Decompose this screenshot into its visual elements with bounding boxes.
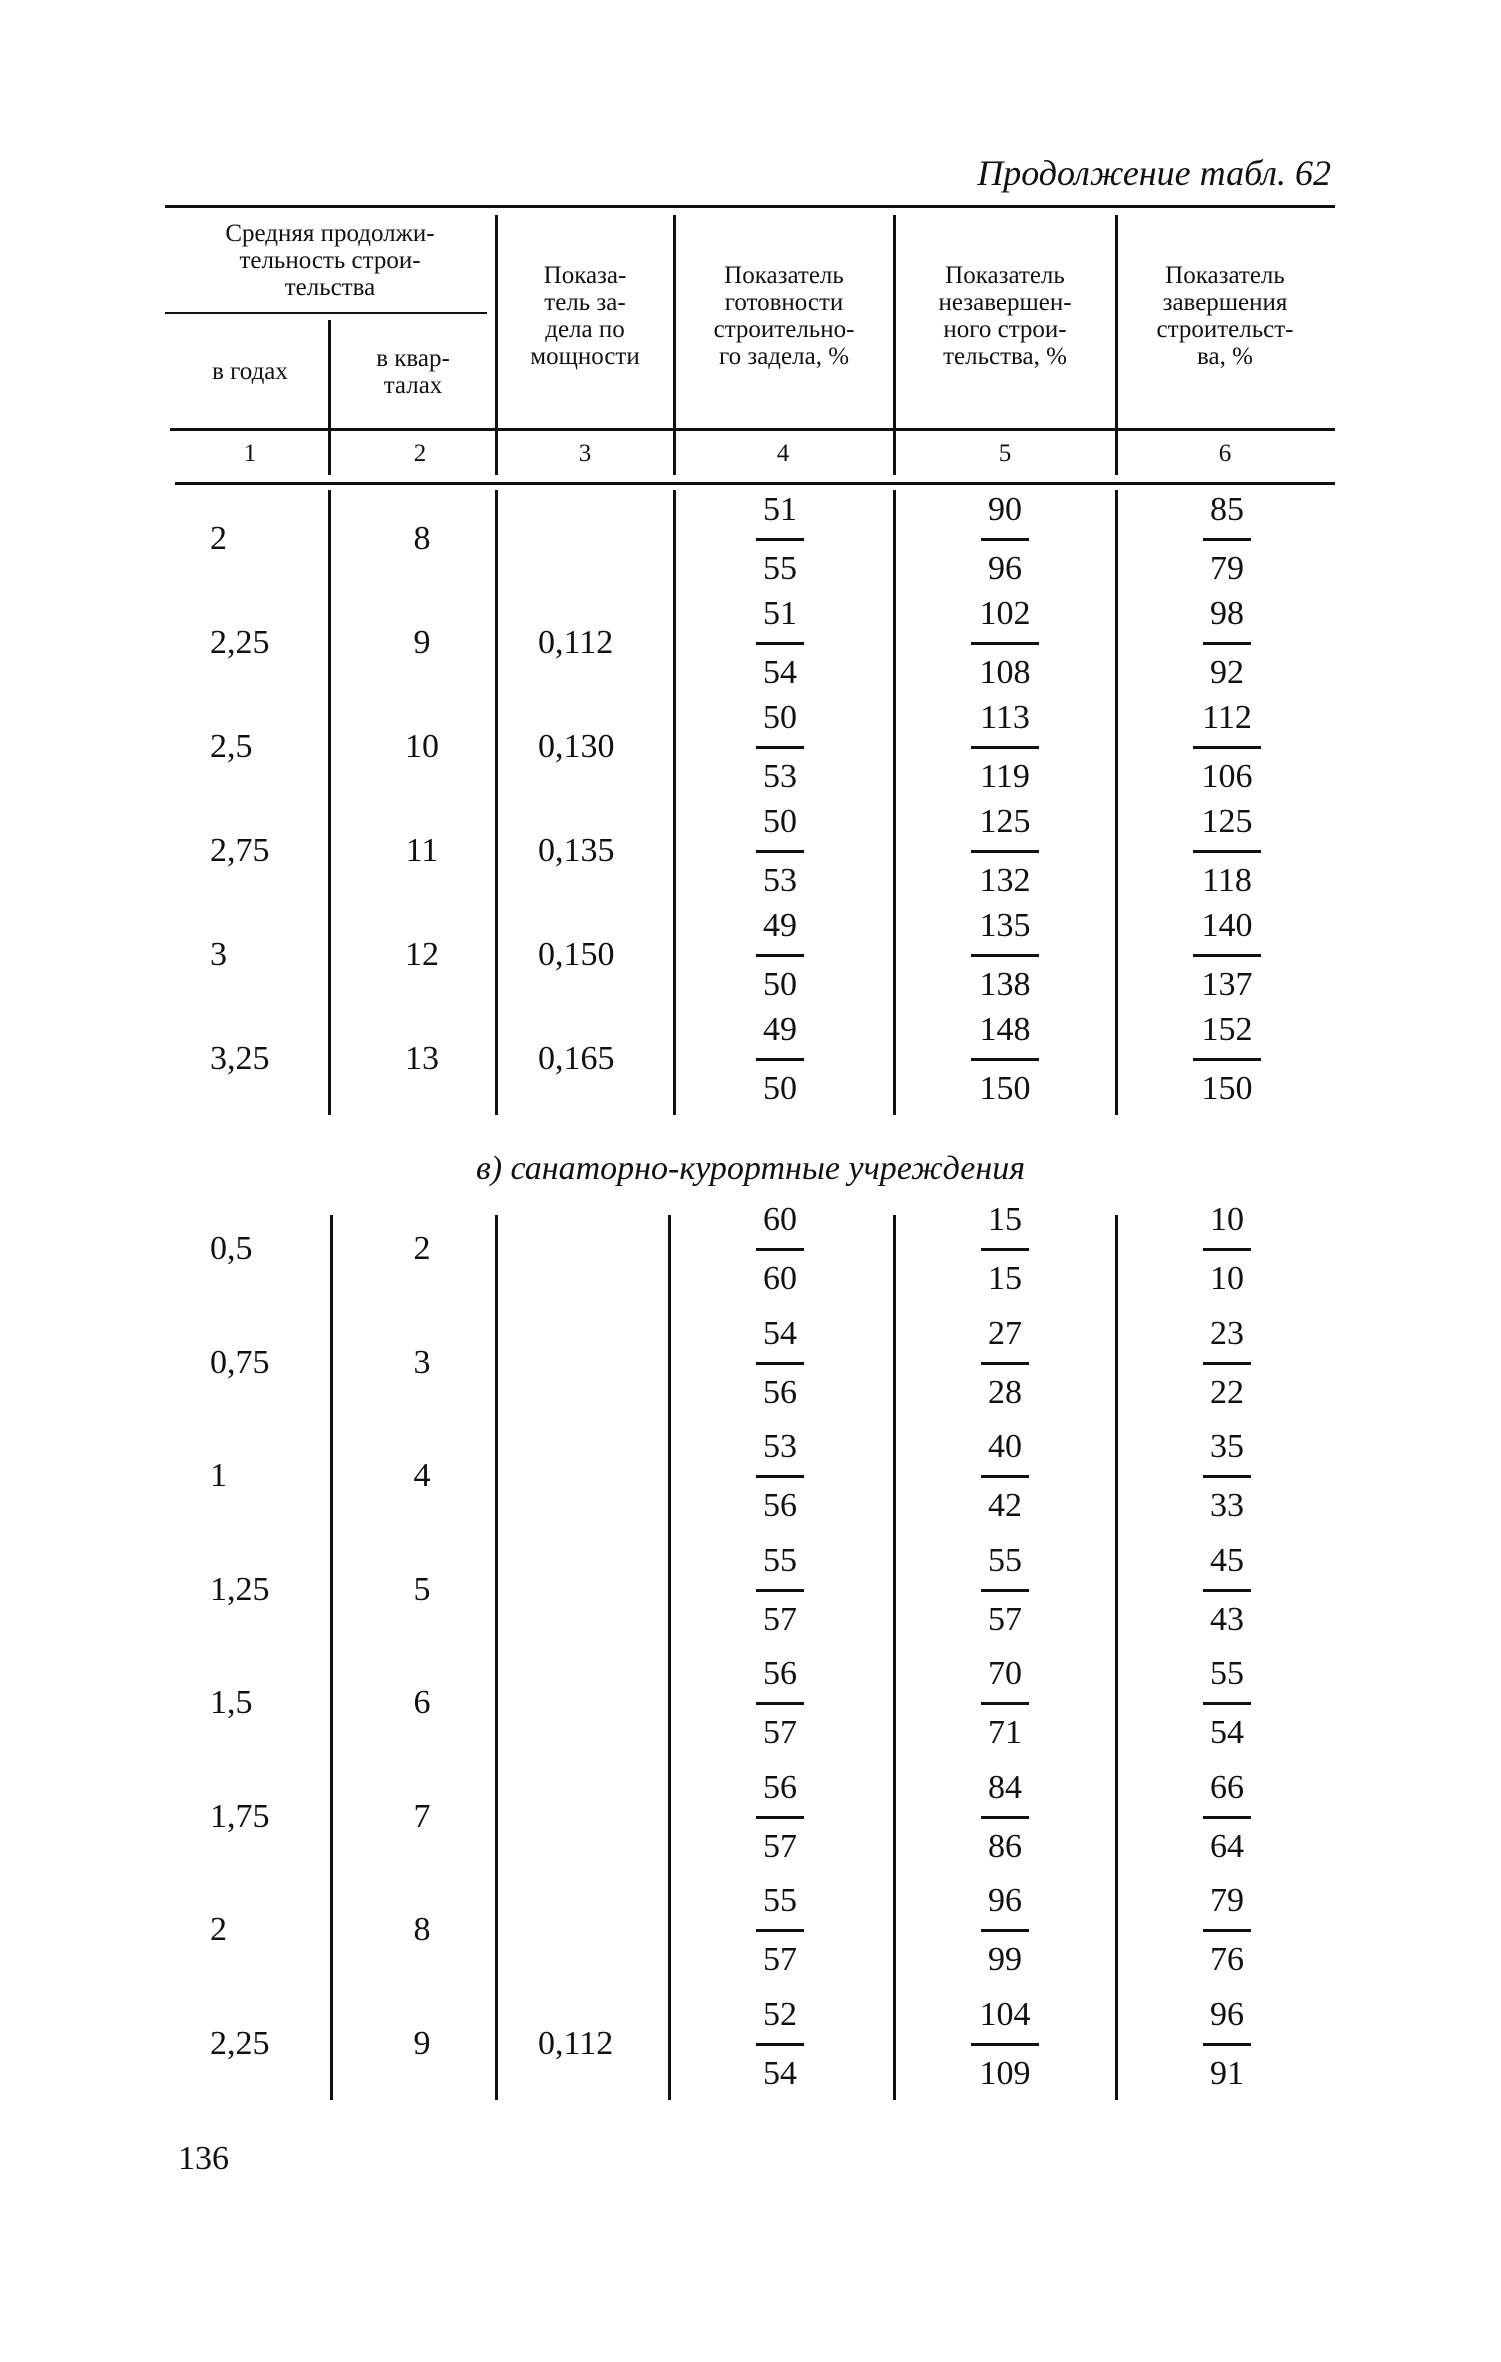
header-capacity: Показа- тель за- дела по мощности xyxy=(530,262,640,370)
fraction-unfinished xyxy=(950,1541,1060,1640)
fraction-denominator: 138 xyxy=(979,966,1031,1003)
fraction-bar xyxy=(1203,642,1251,645)
fraction-bar xyxy=(981,1816,1029,1819)
header-subrule xyxy=(165,312,487,314)
fraction-numerator: 85 xyxy=(1210,491,1244,528)
cell-quarters: 4 xyxy=(413,1457,431,1494)
fraction-denominator: 33 xyxy=(1210,1487,1244,1524)
fraction-numerator: 90 xyxy=(988,491,1022,528)
fraction-denominator: 92 xyxy=(1210,654,1244,691)
fraction-numerator: 96 xyxy=(988,1882,1022,1919)
fraction-unfinished xyxy=(950,490,1060,589)
col-number-5: 5 xyxy=(998,440,1012,467)
fraction-bar xyxy=(756,1702,804,1705)
fraction-readiness xyxy=(725,594,835,693)
fraction-numerator: 45 xyxy=(1210,1542,1244,1579)
cell-capacity: 0,165 xyxy=(538,1040,615,1077)
cell-capacity: 0,135 xyxy=(538,832,615,869)
cell-capacity: 0,112 xyxy=(538,2025,614,2062)
col-number-3: 3 xyxy=(578,440,592,467)
body-top-vline-5 xyxy=(1115,490,1118,1115)
header-readiness: Показатель готовности строительно- го задела, % xyxy=(713,262,855,370)
fraction-denominator: 64 xyxy=(1210,1828,1244,1865)
fraction-bar xyxy=(756,746,804,749)
fraction-denominator: 137 xyxy=(1201,966,1253,1003)
fraction-readiness xyxy=(725,1768,835,1867)
cell-years: 0,5 xyxy=(210,1230,253,1267)
fraction-numerator: 23 xyxy=(1210,1315,1244,1352)
fraction-numerator: 35 xyxy=(1210,1428,1244,1465)
fraction-denominator: 79 xyxy=(1210,550,1244,587)
fraction-completion xyxy=(1172,1427,1282,1526)
col-number-2: 2 xyxy=(413,440,427,467)
fraction-bar xyxy=(756,538,804,541)
fraction-readiness xyxy=(725,490,835,589)
fraction-bar xyxy=(971,1058,1039,1061)
fraction-bar xyxy=(1203,1589,1251,1592)
cell-quarters: 9 xyxy=(413,2025,431,2062)
header-years: в годах xyxy=(212,358,288,385)
body-bottom-vline-1 xyxy=(330,1215,333,2100)
header-vline-2 xyxy=(495,215,498,475)
cell-quarters: 11 xyxy=(405,832,439,869)
page-number: 136 xyxy=(178,2140,229,2177)
fraction-numerator: 125 xyxy=(979,803,1031,840)
fraction-denominator: 56 xyxy=(763,1487,797,1524)
fraction-numerator: 40 xyxy=(988,1428,1022,1465)
header-bottom-rule xyxy=(170,428,1335,431)
fraction-denominator: 119 xyxy=(980,758,1030,795)
fraction-numerator: 70 xyxy=(988,1655,1022,1692)
fraction-denominator: 132 xyxy=(979,862,1031,899)
fraction-readiness xyxy=(725,906,835,1005)
fraction-numerator: 10 xyxy=(1210,1201,1244,1238)
cell-quarters: 8 xyxy=(413,520,431,557)
fraction-denominator: 76 xyxy=(1210,1941,1244,1978)
fraction-readiness xyxy=(725,1314,835,1413)
fraction-denominator: 57 xyxy=(763,1714,797,1751)
fraction-numerator: 54 xyxy=(763,1315,797,1352)
section-title: в) санаторно-курортные учреждения xyxy=(475,1150,1026,1187)
header-vline-3 xyxy=(673,215,676,475)
fraction-bar xyxy=(1203,1816,1251,1819)
fraction-numerator: 135 xyxy=(979,907,1031,944)
fraction-completion xyxy=(1172,490,1282,589)
fraction-denominator: 50 xyxy=(763,1070,797,1107)
cell-quarters: 12 xyxy=(405,936,439,973)
fraction-numerator: 55 xyxy=(763,1542,797,1579)
fraction-bar xyxy=(981,1589,1029,1592)
fraction-denominator: 86 xyxy=(988,1828,1022,1865)
fraction-denominator: 108 xyxy=(979,654,1031,691)
fraction-unfinished xyxy=(950,802,1060,901)
fraction-readiness xyxy=(725,802,835,901)
fraction-bar xyxy=(756,1589,804,1592)
fraction-bar xyxy=(756,1816,804,1819)
fraction-denominator: 56 xyxy=(763,1374,797,1411)
fraction-denominator: 54 xyxy=(1210,1714,1244,1751)
fraction-bar xyxy=(971,954,1039,957)
header-completion: Показатель завершения строительст- ва, % xyxy=(1156,262,1294,370)
fraction-unfinished xyxy=(950,906,1060,1005)
fraction-bar xyxy=(1203,1248,1251,1251)
fraction-denominator: 28 xyxy=(988,1374,1022,1411)
fraction-bar xyxy=(971,642,1039,645)
fraction-denominator: 91 xyxy=(1210,2055,1244,2092)
cell-quarters: 5 xyxy=(413,1571,431,1608)
col-number-1: 1 xyxy=(243,440,257,467)
fraction-completion xyxy=(1172,1541,1282,1640)
fraction-completion xyxy=(1172,1010,1282,1109)
cell-quarters: 6 xyxy=(413,1684,431,1721)
fraction-bar xyxy=(1193,954,1261,957)
fraction-readiness xyxy=(725,698,835,797)
fraction-denominator: 109 xyxy=(979,2055,1031,2092)
fraction-denominator: 43 xyxy=(1210,1601,1244,1638)
body-top-vline-2 xyxy=(495,490,498,1115)
fraction-numerator: 51 xyxy=(763,491,797,528)
fraction-bar xyxy=(1203,1475,1251,1478)
fraction-bar xyxy=(756,1058,804,1061)
body-top-vline-3 xyxy=(673,490,676,1115)
cell-years: 2 xyxy=(210,520,227,557)
fraction-denominator: 99 xyxy=(988,1941,1022,1978)
fraction-unfinished xyxy=(950,594,1060,693)
fraction-denominator: 53 xyxy=(763,862,797,899)
cell-years: 2,25 xyxy=(210,2025,270,2062)
fraction-bar xyxy=(1203,538,1251,541)
fraction-unfinished xyxy=(950,1995,1060,2094)
cell-years: 2 xyxy=(210,1911,227,1948)
table-caption: Продолжение табл. 62 xyxy=(977,153,1331,193)
fraction-denominator: 57 xyxy=(988,1601,1022,1638)
fraction-readiness xyxy=(725,1200,835,1299)
fraction-denominator: 15 xyxy=(988,1260,1022,1297)
fraction-numerator: 50 xyxy=(763,699,797,736)
fraction-denominator: 55 xyxy=(763,550,797,587)
fraction-bar xyxy=(756,1475,804,1478)
fraction-denominator: 57 xyxy=(763,1601,797,1638)
header-vline-5 xyxy=(1115,215,1118,475)
fraction-unfinished xyxy=(950,1768,1060,1867)
fraction-unfinished xyxy=(950,1314,1060,1413)
fraction-numerator: 66 xyxy=(1210,1769,1244,1806)
fraction-numerator: 52 xyxy=(763,1996,797,2033)
fraction-numerator: 15 xyxy=(988,1201,1022,1238)
fraction-numerator: 104 xyxy=(979,1996,1031,2033)
fraction-numerator: 102 xyxy=(979,595,1031,632)
cell-quarters: 2 xyxy=(413,1230,431,1267)
fraction-bar xyxy=(756,2043,804,2046)
cell-years: 1,25 xyxy=(210,1571,270,1608)
cell-years: 1,5 xyxy=(210,1684,253,1721)
fraction-bar xyxy=(1203,1702,1251,1705)
fraction-unfinished xyxy=(950,1200,1060,1299)
cell-quarters: 9 xyxy=(413,624,431,661)
fraction-bar xyxy=(1193,850,1261,853)
fraction-denominator: 10 xyxy=(1210,1260,1244,1297)
cell-years: 2,75 xyxy=(210,832,270,869)
fraction-denominator: 150 xyxy=(979,1070,1031,1107)
fraction-bar xyxy=(981,1248,1029,1251)
cell-years: 1,75 xyxy=(210,1798,270,1835)
fraction-numerator: 53 xyxy=(763,1428,797,1465)
fraction-denominator: 54 xyxy=(763,654,797,691)
fraction-denominator: 60 xyxy=(763,1260,797,1297)
fraction-completion xyxy=(1172,1314,1282,1413)
fraction-denominator: 50 xyxy=(763,966,797,1003)
fraction-numerator: 112 xyxy=(1202,699,1252,736)
fraction-unfinished xyxy=(950,1010,1060,1109)
header-quarters: в квар- талах xyxy=(376,345,450,399)
fraction-readiness xyxy=(725,1881,835,1980)
fraction-denominator: 22 xyxy=(1210,1374,1244,1411)
fraction-bar xyxy=(756,1929,804,1932)
fraction-readiness xyxy=(725,1654,835,1753)
fraction-denominator: 54 xyxy=(763,2055,797,2092)
fraction-bar xyxy=(981,1475,1029,1478)
body-top-vline-4 xyxy=(893,490,896,1115)
header-unfinished: Показатель незавершен- ного строи- тельства, % xyxy=(938,262,1072,370)
fraction-denominator: 96 xyxy=(988,550,1022,587)
fraction-numerator: 96 xyxy=(1210,1996,1244,2033)
cell-capacity: 0,150 xyxy=(538,936,615,973)
fraction-denominator: 57 xyxy=(763,1941,797,1978)
fraction-numerator: 55 xyxy=(1210,1655,1244,1692)
cell-quarters: 10 xyxy=(405,728,439,765)
fraction-numerator: 84 xyxy=(988,1769,1022,1806)
fraction-bar xyxy=(756,954,804,957)
fraction-numerator: 60 xyxy=(763,1201,797,1238)
fraction-unfinished xyxy=(950,1881,1060,1980)
fraction-unfinished xyxy=(950,1654,1060,1753)
fraction-denominator: 57 xyxy=(763,1828,797,1865)
fraction-readiness xyxy=(725,1541,835,1640)
fraction-completion xyxy=(1172,802,1282,901)
fraction-completion xyxy=(1172,698,1282,797)
fraction-denominator: 42 xyxy=(988,1487,1022,1524)
fraction-denominator: 106 xyxy=(1201,758,1253,795)
body-bottom-vline-3 xyxy=(668,1215,671,2100)
fraction-completion xyxy=(1172,1768,1282,1867)
cell-years: 1 xyxy=(210,1457,227,1494)
header-vline-1 xyxy=(328,320,331,475)
fraction-numerator: 55 xyxy=(988,1542,1022,1579)
cell-years: 2,25 xyxy=(210,624,270,661)
fraction-bar xyxy=(756,1362,804,1365)
cell-years: 3 xyxy=(210,936,227,973)
fraction-numerator: 49 xyxy=(763,907,797,944)
fraction-numerator: 79 xyxy=(1210,1882,1244,1919)
fraction-numerator: 56 xyxy=(763,1655,797,1692)
fraction-denominator: 150 xyxy=(1201,1070,1253,1107)
cell-quarters: 13 xyxy=(405,1040,439,1077)
fraction-bar xyxy=(981,1362,1029,1365)
fraction-bar xyxy=(1203,1362,1251,1365)
fraction-bar xyxy=(981,538,1029,541)
body-bottom-vline-2 xyxy=(495,1215,498,2100)
fraction-unfinished xyxy=(950,698,1060,797)
fraction-completion xyxy=(1172,1881,1282,1980)
fraction-denominator: 71 xyxy=(988,1714,1022,1751)
fraction-numerator: 125 xyxy=(1201,803,1253,840)
fraction-denominator: 118 xyxy=(1202,862,1252,899)
fraction-unfinished xyxy=(950,1427,1060,1526)
fraction-bar xyxy=(971,2043,1039,2046)
fraction-numerator: 56 xyxy=(763,1769,797,1806)
fraction-numerator: 152 xyxy=(1201,1011,1253,1048)
fraction-readiness xyxy=(725,1995,835,2094)
body-top-vline-1 xyxy=(328,490,331,1115)
cell-capacity: 0,130 xyxy=(538,728,615,765)
fraction-completion xyxy=(1172,1200,1282,1299)
fraction-bar xyxy=(756,1248,804,1251)
body-bottom-vline-4 xyxy=(893,1215,896,2100)
col-number-6: 6 xyxy=(1218,440,1232,467)
fraction-bar xyxy=(1193,746,1261,749)
cell-years: 2,5 xyxy=(210,728,253,765)
header-top-rule xyxy=(165,205,1335,208)
fraction-completion xyxy=(1172,1654,1282,1753)
fraction-bar xyxy=(981,1702,1029,1705)
fraction-numerator: 49 xyxy=(763,1011,797,1048)
fraction-bar xyxy=(971,746,1039,749)
col-number-4: 4 xyxy=(776,440,790,467)
cell-years: 0,75 xyxy=(210,1344,270,1381)
fraction-readiness xyxy=(725,1427,835,1526)
fraction-numerator: 148 xyxy=(979,1011,1031,1048)
cell-years: 3,25 xyxy=(210,1040,270,1077)
header-duration-group: Средняя продолжи- тельность строи- тельства xyxy=(225,220,435,301)
cell-capacity: 0,112 xyxy=(538,624,614,661)
header-vline-4 xyxy=(893,215,896,475)
fraction-bar xyxy=(1193,1058,1261,1061)
fraction-completion xyxy=(1172,594,1282,693)
fraction-readiness xyxy=(725,1010,835,1109)
fraction-bar xyxy=(981,1929,1029,1932)
fraction-numerator: 55 xyxy=(763,1882,797,1919)
fraction-completion xyxy=(1172,1995,1282,2094)
fraction-bar xyxy=(1203,1929,1251,1932)
colnum-bottom-rule xyxy=(175,482,1335,485)
body-bottom-vline-5 xyxy=(1115,1215,1118,2100)
fraction-completion xyxy=(1172,906,1282,1005)
fraction-numerator: 113 xyxy=(980,699,1030,736)
fraction-numerator: 27 xyxy=(988,1315,1022,1352)
fraction-bar xyxy=(1203,2043,1251,2046)
fraction-numerator: 50 xyxy=(763,803,797,840)
fraction-numerator: 140 xyxy=(1201,907,1253,944)
fraction-numerator: 51 xyxy=(763,595,797,632)
fraction-numerator: 98 xyxy=(1210,595,1244,632)
cell-quarters: 3 xyxy=(413,1344,431,1381)
fraction-bar xyxy=(971,850,1039,853)
cell-quarters: 8 xyxy=(413,1911,431,1948)
fraction-denominator: 53 xyxy=(763,758,797,795)
fraction-bar xyxy=(756,642,804,645)
cell-quarters: 7 xyxy=(413,1798,431,1835)
fraction-bar xyxy=(756,850,804,853)
